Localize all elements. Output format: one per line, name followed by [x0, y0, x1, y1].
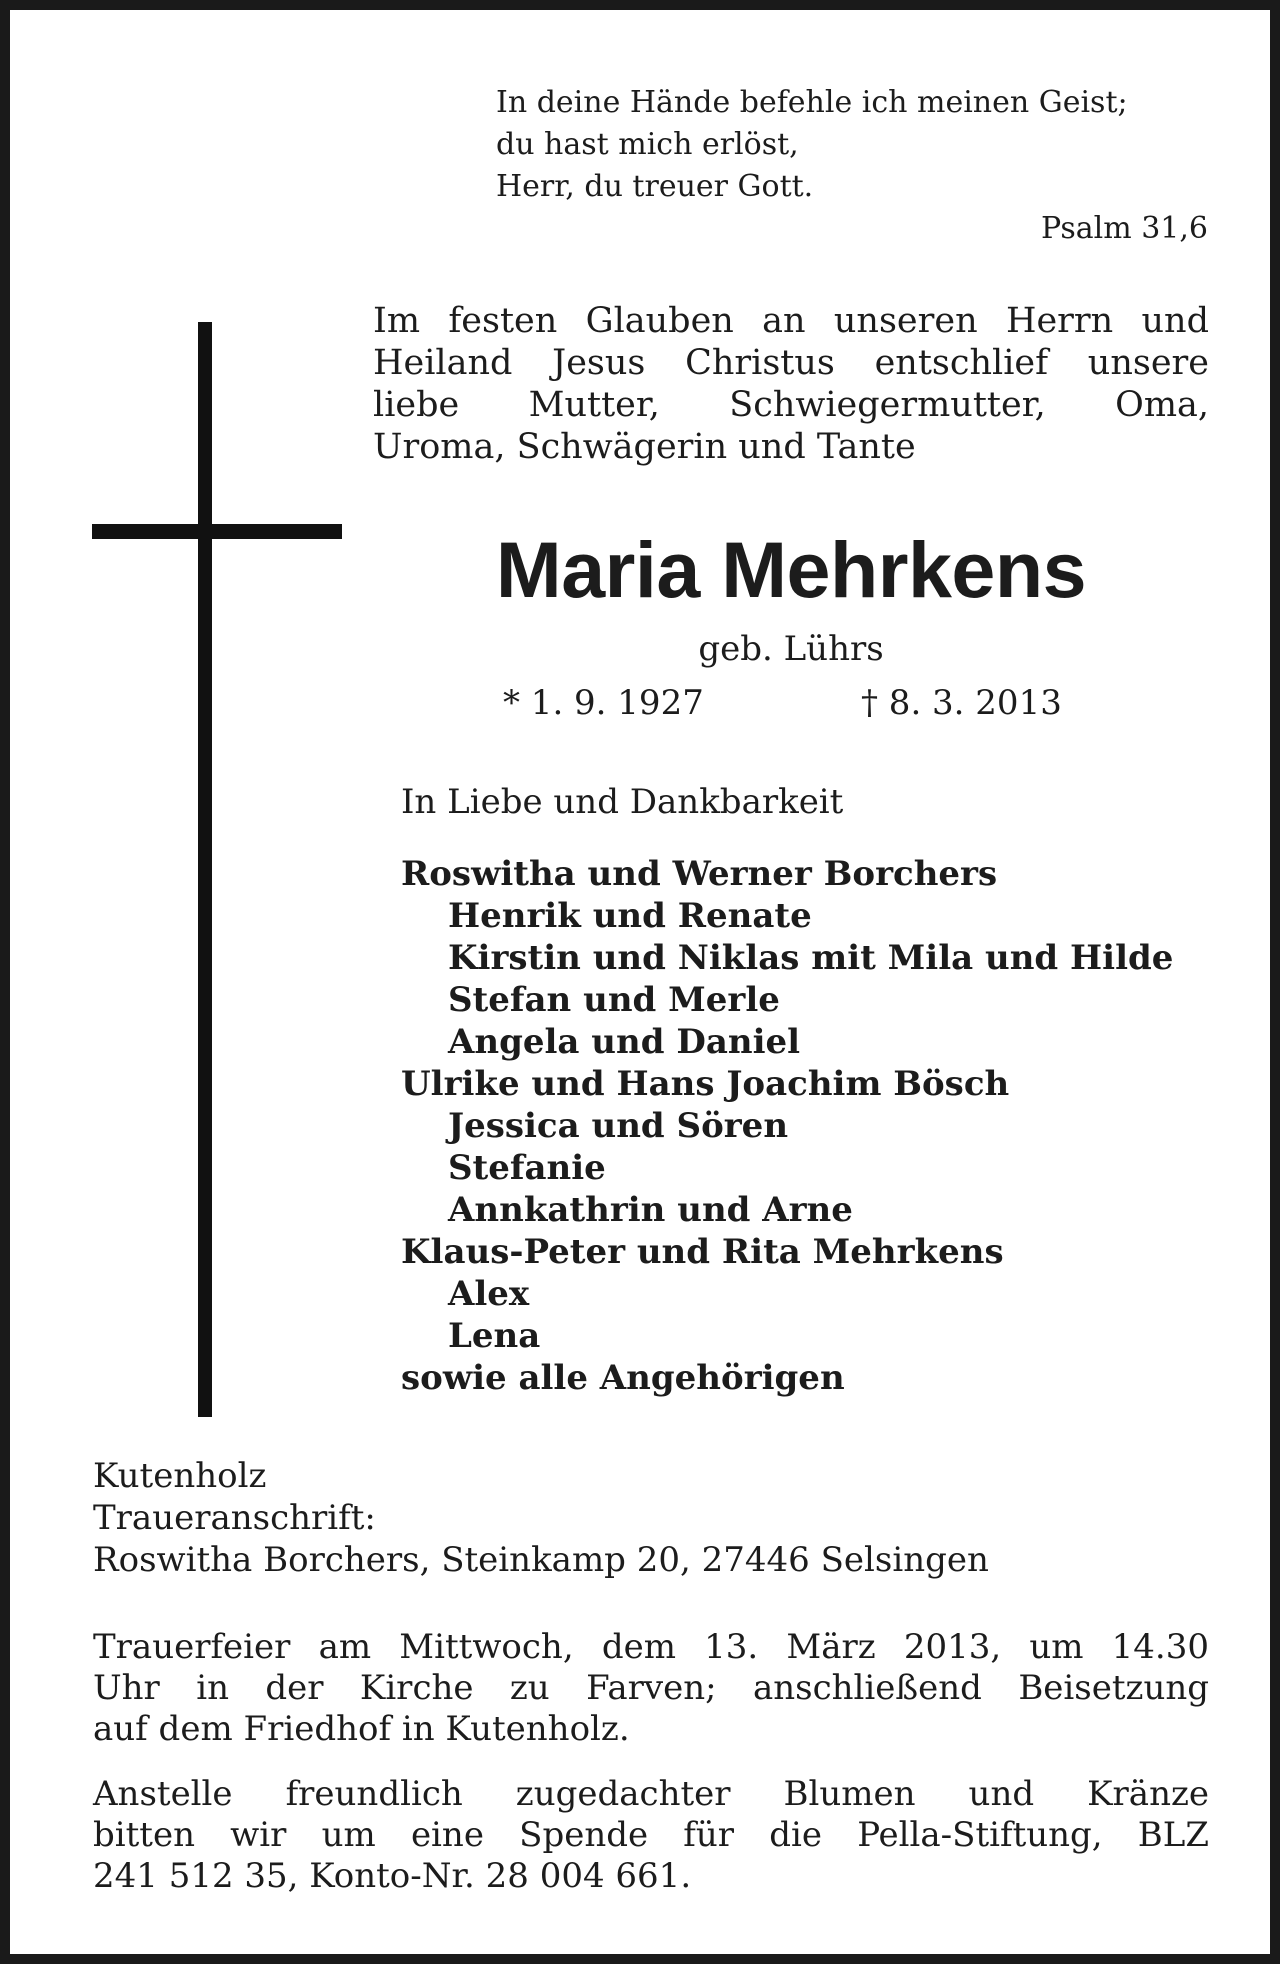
- death-date: † 8. 3. 2013: [861, 683, 1062, 723]
- donation-line: 241 512 35, Konto-Nr. 28 004 661.: [93, 1856, 692, 1896]
- intro-line: Im festen Glauben an unseren Herrn und: [373, 301, 1209, 341]
- mourner-row: Alex: [448, 1274, 530, 1314]
- cross-icon: [198, 322, 212, 1417]
- address-line: Roswitha Borchers, Steinkamp 20, 27446 Selsingen: [93, 1540, 989, 1580]
- maiden-name: geb. Lührs: [698, 629, 884, 669]
- mourner-row: Lena: [448, 1316, 541, 1356]
- funeral-line: auf dem Friedhof in Kutenholz.: [93, 1709, 630, 1749]
- place-name: Kutenholz: [93, 1456, 267, 1496]
- donation-info: [93, 1774, 1209, 1897]
- mourner-row: Henrik und Renate: [448, 896, 812, 936]
- mourner-row: sowie alle Angehörigen: [401, 1358, 845, 1398]
- mourner-row: Klaus-Peter und Rita Mehrkens: [401, 1232, 1004, 1272]
- intro-line: liebe Mutter, Schwiegermutter, Oma,: [373, 385, 1209, 425]
- mourner-row: Jessica und Sören: [448, 1106, 789, 1146]
- verse-line: du hast mich erlöst,: [496, 127, 799, 162]
- mourner-row: Angela und Daniel: [448, 1022, 801, 1062]
- intro-line: Heiland Jesus Christus entschlief unsere: [373, 343, 1209, 383]
- mourner-row: Ulrike und Hans Joachim Bösch: [401, 1064, 1010, 1104]
- mourner-row: Kirstin und Niklas mit Mila und Hilde: [448, 938, 1174, 978]
- mourning-address: [93, 1455, 989, 1581]
- verse-line: Herr, du treuer Gott.: [496, 169, 814, 204]
- funeral-info: [93, 1627, 1209, 1750]
- mourner-row: Annkathrin und Arne: [448, 1190, 853, 1230]
- verse-reference: Psalm 31,6: [1040, 211, 1208, 246]
- mourner-row: Stefan und Merle: [448, 980, 780, 1020]
- deceased-name: Maria Mehrkens: [495, 525, 1087, 614]
- cross-icon-bar: [92, 524, 342, 539]
- intro-text: [373, 300, 1209, 468]
- verse-line: In deine Hände befehle ich meinen Geist;: [496, 85, 1128, 120]
- intro-line: Uroma, Schwägerin und Tante: [373, 427, 916, 467]
- mourner-row: Roswitha und Werner Borchers: [401, 854, 998, 894]
- funeral-line: Uhr in der Kirche zu Farven; anschließend Beisetzung: [93, 1668, 1209, 1708]
- birth-date: * 1. 9. 1927: [503, 683, 704, 723]
- closing-phrase: In Liebe und Dankbarkeit: [401, 782, 844, 822]
- funeral-line: Trauerfeier am Mittwoch, dem 13. März 2013, um 14.30: [93, 1627, 1209, 1667]
- mourners-list: [401, 853, 1173, 1399]
- donation-line: Anstelle freundlich zugedachter Blumen und Kränze: [93, 1774, 1209, 1814]
- psalm-verse: [496, 82, 1208, 250]
- donation-line: bitten wir um eine Spende für die Pella-Stiftung, BLZ: [93, 1815, 1209, 1855]
- mourner-row: Stefanie: [448, 1148, 606, 1188]
- life-dates: [373, 681, 1209, 727]
- address-label: Traueranschrift:: [93, 1498, 376, 1538]
